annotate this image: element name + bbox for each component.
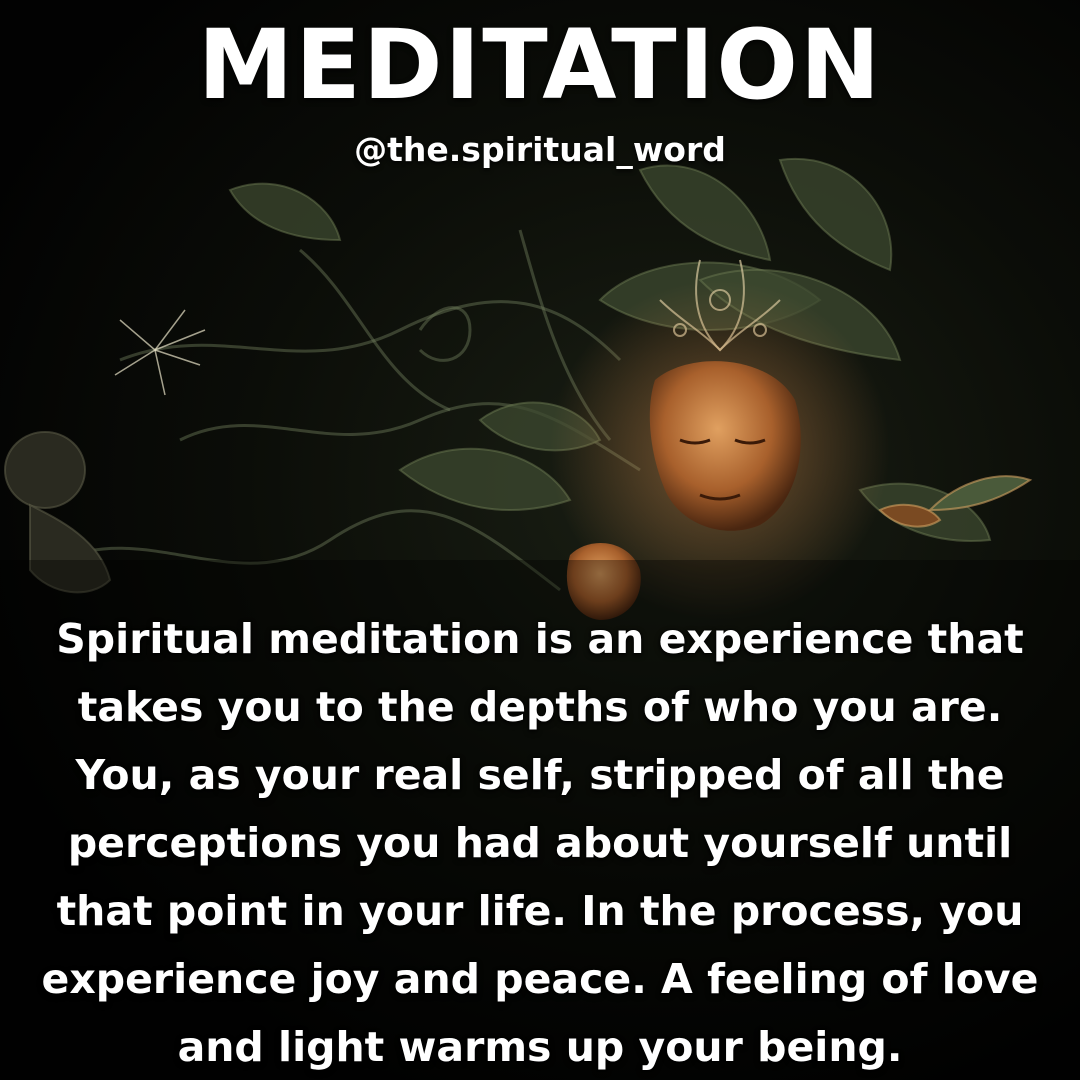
quote-line: takes you to the depths of who you are. <box>77 683 1003 731</box>
quote-line: that point in your life. In the process, you <box>56 887 1024 935</box>
author-handle: @the.spiritual_word <box>354 130 726 169</box>
quote-line: Spiritual meditation is an experience that <box>56 615 1024 663</box>
quote-text <box>0 605 1080 1080</box>
quote-line: and light warms up your being. <box>177 1023 903 1071</box>
post-title: MEDITATION <box>197 9 883 121</box>
quote-line: experience joy and peace. A feeling of love <box>41 955 1039 1003</box>
quote-line: perceptions you had about yourself until <box>67 819 1013 867</box>
quote-line: You, as your real self, stripped of all the <box>75 751 1005 799</box>
sparkle <box>115 310 205 395</box>
